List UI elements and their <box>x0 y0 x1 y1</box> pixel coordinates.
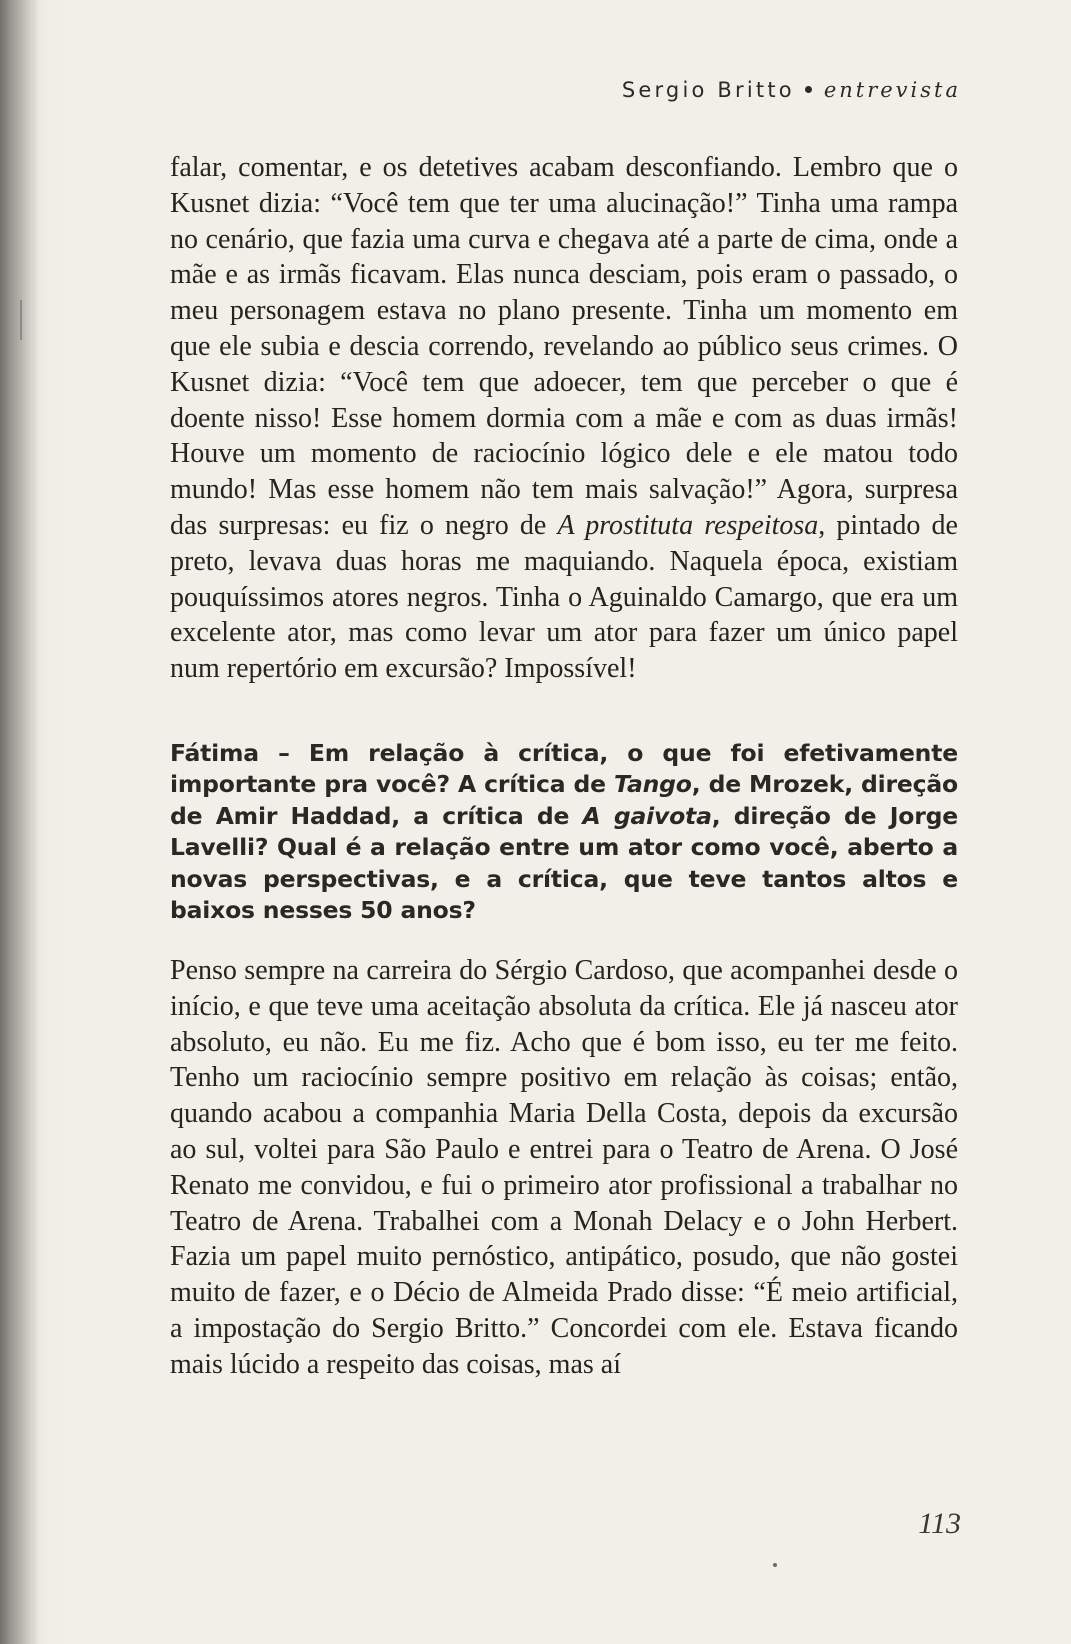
binding-mark <box>20 300 22 340</box>
paragraph-1 <box>170 150 958 687</box>
page-speck <box>773 1563 777 1567</box>
header-author: Sergio Britto <box>621 78 795 102</box>
play-title-tango: Tango <box>613 770 692 799</box>
bullet-icon <box>805 86 812 93</box>
running-header <box>622 78 961 102</box>
interview-question <box>170 738 958 927</box>
question-text-a: Fátima – Em relação à crítica, o que foi efetivamente importante pra você? A crítica de <box>170 738 958 799</box>
play-title-gaivota: A gaivota <box>582 801 712 830</box>
gutter-shadow <box>0 0 40 1644</box>
paragraph-1-text-b: , pintado de preto, levava duas horas me maquiando. Naquela época, existiam pouquíssimos atores negros. Tinha o Aguinaldo Camargo, que era um excelente ator, mas como levar um ator para fazer um único papel num repertório em excursão? Impossível! <box>170 509 958 685</box>
paragraph-1-text-a: falar, comentar, e os detetives acabam desconfiando. Lembro que o Kusnet dizia: “Você tem que ter uma alucinação!” Tinha uma rampa no cenário, que fazia uma curva e chegava até a parte de cima, onde a mãe e as irmãs ficavam. Elas nunca desciam, pois eram o passado, o meu personagem estava no plano presente. Tinha um momento em que ele subia e descia correndo, revelando ao público seus crimes. O Kusnet dizia: “Você tem que adoecer, tem que perceber o que é doente nisso! Esse homem dormia com a mãe e com as duas irmãs! Houve um momento de raciocínio lógico dele e ele matou todo mundo! Mas esse homem não tem mais salvação!” Agora, surpresa das surpresas: eu fiz o negro de <box>170 152 958 541</box>
question-text-b: , de Mrozek, direção de Amir Haddad, a crítica de <box>170 770 958 830</box>
page-number: 113 <box>918 1507 961 1540</box>
play-title-prostituta: A prostituta respeitosa <box>557 509 819 541</box>
question-text-c: , direção de Jorge Lavelli? Qual é a relação entre um ator como você, aberto a novas perspectivas, e a crítica, que teve tantos altos e baixos nesses 50 anos? <box>170 801 958 925</box>
header-section: entrevista <box>823 78 961 102</box>
page-content <box>170 150 958 1383</box>
paragraph-2: Penso sempre na carreira do Sérgio Cardoso, que acompanhei desde o início, e que teve uma aceitação absoluta da crítica. Ele já nasceu ator absoluto, eu não. Eu me fiz. Acho que é bom isso, eu ter me feito. Tenho um raciocínio sempre positivo em relação às coisas; então, quando acabou a companhia Maria Della Costa, depois da excursão ao sul, voltei para São Paulo e entrei para o Teatro de Arena. O José Renato me convidou, e fui o primeiro ator profissional a trabalhar no Teatro de Arena. Trabalhei com a Monah Delacy e o John Herbert. Fazia um papel muito pernóstico, antipático, posudo, que não gostei muito de fazer, e o Décio de Almeida Prado disse: “É meio artificial, a impostação do Sergio Britto.” Concordei com ele. Estava ficando mais lúcido a respeito das coisas, mas aí <box>170 954 958 1380</box>
